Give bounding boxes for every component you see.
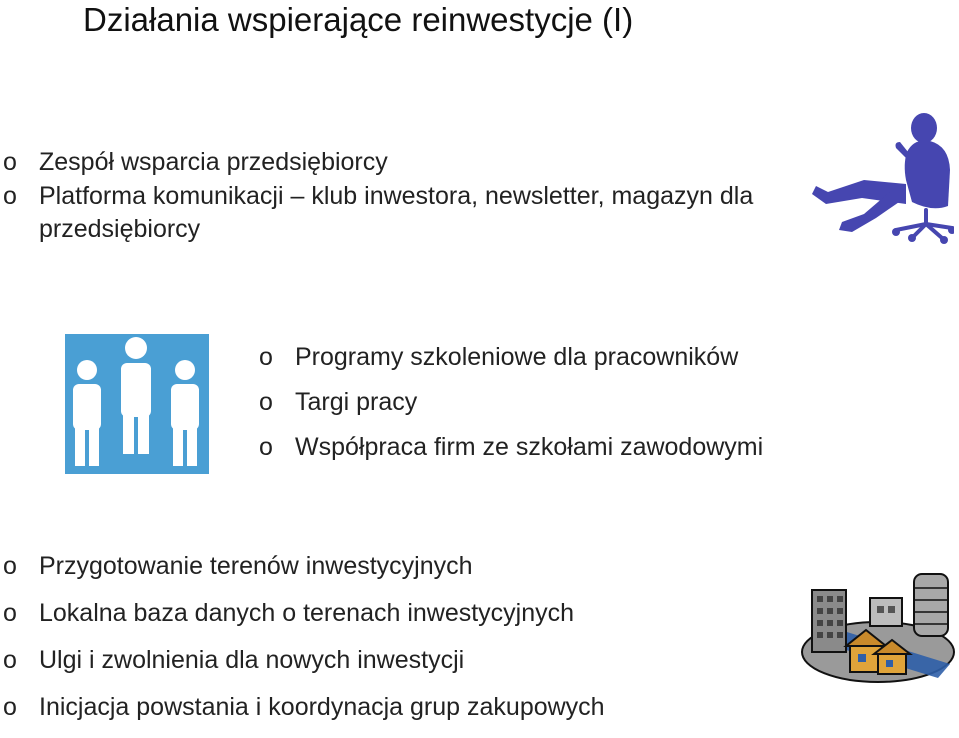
bullet: o [3,599,17,627]
list-item [3,691,763,724]
list-item-text: Programy szkoleniowe dla pracowników [295,343,739,371]
group-of-people-icon [65,334,209,474]
list-bottom [3,550,763,738]
list-item [259,386,939,419]
list-item [259,341,939,374]
slide-title: Działania wspierające reinwestycje (I) [83,1,634,38]
businessman-in-chair-icon [806,108,954,244]
list-item-text: Targi pracy [295,388,418,416]
list-item-text: Przygotowanie terenów inwestycyjnych [39,552,473,580]
list-item-text: Lokalna baza danych o terenach inwestycyjnych [39,599,575,627]
bullet: o [259,433,273,461]
bullet: o [3,693,17,721]
list-item [3,146,763,179]
list-item [3,550,763,583]
bullet: o [3,552,17,580]
list-item [259,431,939,464]
bullet: o [3,148,17,176]
list-item [3,180,763,246]
list-item-text: Ulgi i zwolnienia dla nowych inwestycji [39,646,465,674]
bullet: o [3,646,17,674]
list-middle [259,341,939,476]
list-item-text: Zespół wsparcia przedsiębiorcy [39,148,388,176]
list-item-text: Współpraca firm ze szkołami zawodowymi [295,433,764,461]
list-item [3,597,763,630]
bullet: o [3,182,17,210]
list-top [3,146,763,246]
city-buildings-icon [800,568,956,686]
bullet: o [259,343,273,371]
list-item-text: Inicjacja powstania i koordynacja grup zakupowych [39,693,605,721]
bullet: o [259,388,273,416]
list-item-text: Platforma komunikacji – klub inwestora, newsletter, magazyn dla przedsiębiorcy [39,182,754,243]
list-item [3,644,763,677]
